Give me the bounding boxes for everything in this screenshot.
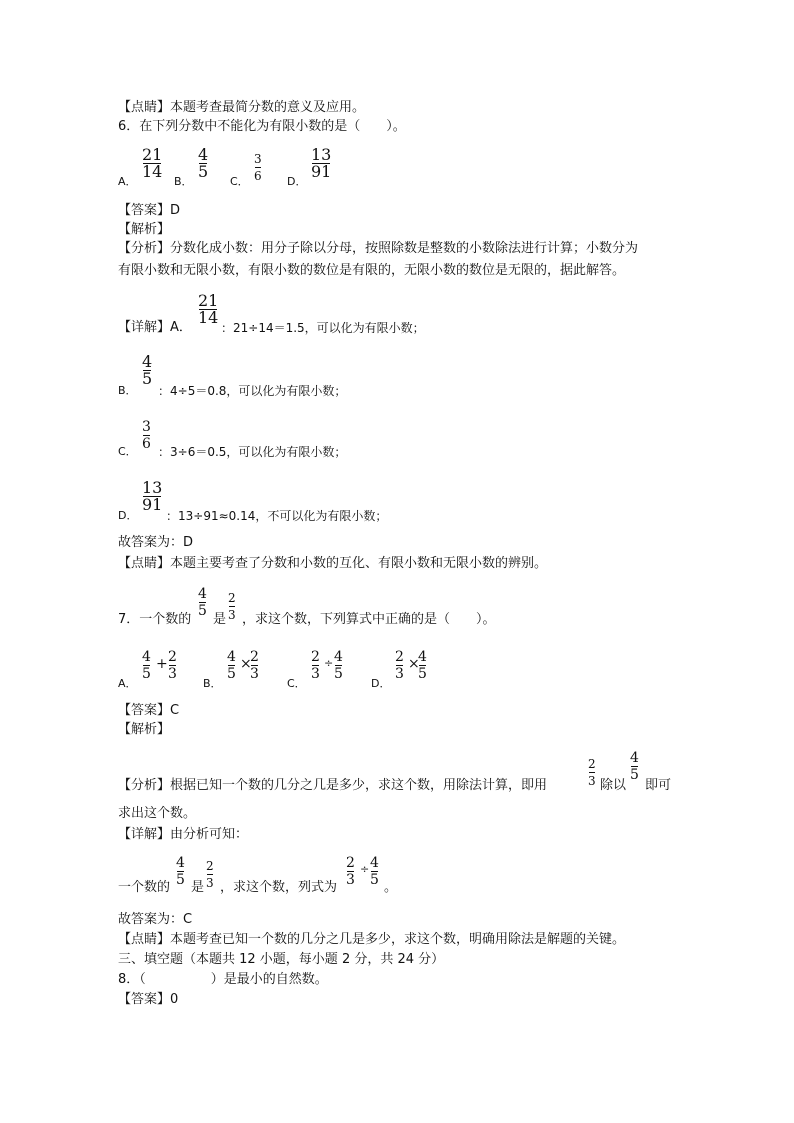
- q7-stem-frac2: [228, 590, 236, 623]
- q6-stem: 6．在下列分数中不能化为有限小数的是（ ）。: [118, 119, 406, 134]
- q6-final: 故答案为：D: [118, 535, 194, 550]
- q6-option-a-den: 14: [142, 162, 163, 181]
- q6-answer: 【答案】D: [118, 203, 181, 218]
- q7-option-b-b-den: 3: [250, 666, 259, 682]
- q7-option-a-op: +: [156, 656, 168, 672]
- q6-detail-c-text: ：3÷6＝0.5，可以化为有限小数；: [158, 445, 347, 459]
- q7-fenxi-frac2-num: 4: [630, 750, 639, 766]
- q7-detail-frac2-den: 3: [206, 876, 214, 890]
- q6-detail-a-num: 21: [198, 291, 219, 310]
- q6-detail-b-label: B．: [118, 384, 137, 397]
- q7-option-b-b-num: 2: [250, 649, 259, 665]
- q7-stem-post: ，求这个数，下列算式中正确的是（ ）。: [242, 612, 496, 627]
- q7-option-c-b-den: 5: [334, 666, 343, 682]
- q7-detail-frac3-num: 2: [346, 855, 355, 871]
- q6-detail-c-num: 3: [142, 419, 151, 435]
- q7-detail-frac3: [346, 855, 355, 888]
- q6-detail-d-num: 13: [142, 478, 163, 497]
- q6-option-c-fraction: [254, 151, 262, 184]
- q6-option-d-den: 91: [311, 162, 332, 181]
- q7-option-a-b-den: 3: [168, 666, 177, 682]
- q7-option-d-a-den: 3: [395, 666, 404, 682]
- q7-option-d-op: ×: [408, 656, 420, 672]
- q7-fenxi-mid: 除以: [600, 778, 627, 793]
- q7-option-c-a-den: 3: [311, 666, 320, 682]
- q7-detail-frac4: [370, 855, 379, 888]
- q7-detail-op: ÷: [360, 863, 370, 876]
- q7-detail-title: 【详解】由分析可知：: [118, 827, 249, 842]
- q6-detail-a-fraction: [198, 293, 218, 326]
- q7-detail-frac3-den: 3: [346, 872, 355, 888]
- q6-fenxi-line2: 有限小数和无限小数，有限小数的数位是有限的，无限小数的数位是无限的，据此解答。: [118, 263, 626, 278]
- q8-stem: 8．（ ）是最小的自然数。: [118, 972, 328, 987]
- q6-detail-b-den: 5: [142, 369, 153, 388]
- q6-option-a-num: 21: [142, 145, 163, 164]
- q7-answer: 【答案】C: [118, 703, 180, 718]
- q7-remark: 【点睛】本题考查已知一个数的几分之几是多少，求这个数，明确用除法是解题的关键。: [118, 932, 626, 947]
- q6-option-b-label: B．: [174, 175, 193, 188]
- section3-title: 三、填空题（本题共 12 小题，每小题 2 分，共 24 分）: [118, 952, 445, 967]
- q7-option-d-b-num: 4: [418, 649, 427, 665]
- q7-fenxi-frac1-num: 2: [588, 757, 596, 771]
- q6-detail-c-fraction: [142, 419, 151, 452]
- q7-detail-frac1-num: 4: [176, 855, 185, 871]
- q6-detail-prefix: 【详解】A．: [118, 320, 192, 335]
- q7-option-d-frac-b: [418, 649, 427, 682]
- q6-option-c-num: 3: [254, 152, 262, 166]
- q7-option-d-b-den: 5: [418, 666, 427, 682]
- q6-detail-b-text: ：4÷5＝0.8，可以化为有限小数；: [158, 384, 347, 398]
- q6-detail-b-num: 4: [142, 352, 153, 371]
- q7-detail-end: 。: [384, 880, 398, 895]
- q7-option-d-a-num: 2: [395, 649, 404, 665]
- q7-detail-mid2: ，求这个数，列式为: [220, 880, 338, 895]
- q5-remark: 【点睛】本题考查最简分数的意义及应用。: [118, 100, 366, 115]
- q7-fenxi-frac1-den: 3: [588, 774, 596, 788]
- q7-stem-frac1-num: 4: [198, 586, 207, 602]
- q6-option-c-label: C．: [230, 175, 249, 188]
- q7-fenxi-post: 即可: [645, 778, 672, 793]
- q6-option-a-fraction: [142, 147, 162, 180]
- q7-stem-frac2-num: 2: [228, 591, 236, 605]
- q7-option-a-a-den: 5: [142, 666, 151, 682]
- q7-fenxi-pre: 【分析】根据已知一个数的几分之几是多少，求这个数，用除法计算，即用: [118, 778, 548, 793]
- q7-detail-frac4-num: 4: [370, 855, 379, 871]
- q7-detail-frac2: [206, 858, 214, 891]
- q6-option-a-label: A．: [118, 175, 137, 188]
- q7-stem-pre: 7．一个数的: [118, 612, 192, 627]
- q7-fenxi-frac2: [630, 750, 639, 783]
- q7-detail-frac1: [176, 855, 185, 888]
- q7-option-a-frac-b: [168, 649, 177, 682]
- q6-detail-c-den: 6: [142, 436, 151, 452]
- q6-detail-b-fraction: [142, 354, 152, 387]
- q7-option-b-a-den: 5: [227, 666, 236, 682]
- q7-stem-frac1: [198, 586, 207, 619]
- q7-stem-frac2-den: 3: [228, 608, 236, 622]
- q6-detail-c-label: C．: [118, 445, 137, 458]
- q8-answer: 【答案】0: [118, 992, 179, 1007]
- q7-fenxi-frac1: [588, 756, 596, 789]
- q6-analysis-title: 【解析】: [118, 222, 171, 237]
- q6-detail-d-text: ：13÷91≈0.14，不可以化为有限小数；: [166, 509, 388, 523]
- q7-option-b-label: B．: [203, 677, 222, 690]
- q6-option-d-label: D．: [287, 175, 307, 188]
- q7-option-c-label: C．: [287, 677, 306, 690]
- q6-detail-d-label: D．: [118, 509, 138, 522]
- q7-option-b-frac-b: [250, 649, 259, 682]
- q7-option-b-frac-a: [227, 649, 236, 682]
- q7-option-a-frac-a: [142, 649, 151, 682]
- q7-detail-pre: 一个数的: [118, 880, 171, 895]
- q6-remark: 【点睛】本题主要考查了分数和小数的互化、有限小数和无限小数的辨别。: [118, 556, 548, 571]
- q6-option-d-num: 13: [311, 145, 332, 164]
- q7-option-c-op: ÷: [324, 657, 334, 670]
- q7-option-c-a-num: 2: [311, 649, 320, 665]
- q6-detail-d-den: 91: [142, 495, 163, 514]
- q7-option-b-a-num: 4: [227, 649, 236, 665]
- q6-detail-a-den: 14: [198, 308, 219, 327]
- q7-option-d-frac-a: [395, 649, 404, 682]
- q7-final: 故答案为：C: [118, 912, 193, 927]
- q6-option-b-den: 5: [198, 162, 209, 181]
- q7-option-d-label: D．: [371, 677, 391, 690]
- q7-detail-frac4-den: 5: [370, 872, 379, 888]
- q6-detail-d-fraction: [142, 480, 162, 513]
- q7-stem-frac1-den: 5: [198, 603, 207, 619]
- q7-option-c-frac-b: [334, 649, 343, 682]
- q7-option-c-frac-a: [311, 649, 320, 682]
- q6-detail-a-text: ：21÷14＝1.5，可以化为有限小数；: [221, 321, 425, 335]
- q7-analysis-title: 【解析】: [118, 722, 171, 737]
- q7-detail-frac2-num: 2: [206, 859, 214, 873]
- q7-stem-mid: 是: [213, 612, 227, 627]
- q6-option-b-fraction: [198, 147, 208, 180]
- q7-option-b-op: ×: [240, 656, 252, 672]
- q6-fenxi-line1: 【分析】分数化成小数：用分子除以分母，按照除数是整数的小数除法进行计算；小数分为: [118, 241, 639, 256]
- q6-option-b-num: 4: [198, 145, 209, 164]
- q7-fenxi-line2: 求出这个数。: [118, 806, 197, 821]
- q7-option-a-b-num: 2: [168, 649, 177, 665]
- q7-option-a-label: A．: [118, 677, 137, 690]
- q7-fenxi-frac2-den: 5: [630, 767, 639, 783]
- q6-option-c-den: 6: [254, 169, 262, 183]
- q7-option-c-b-num: 4: [334, 649, 343, 665]
- q6-option-d-fraction: [311, 147, 331, 180]
- q7-option-a-a-num: 4: [142, 649, 151, 665]
- q7-detail-frac1-den: 5: [176, 872, 185, 888]
- q7-detail-mid: 是: [191, 880, 205, 895]
